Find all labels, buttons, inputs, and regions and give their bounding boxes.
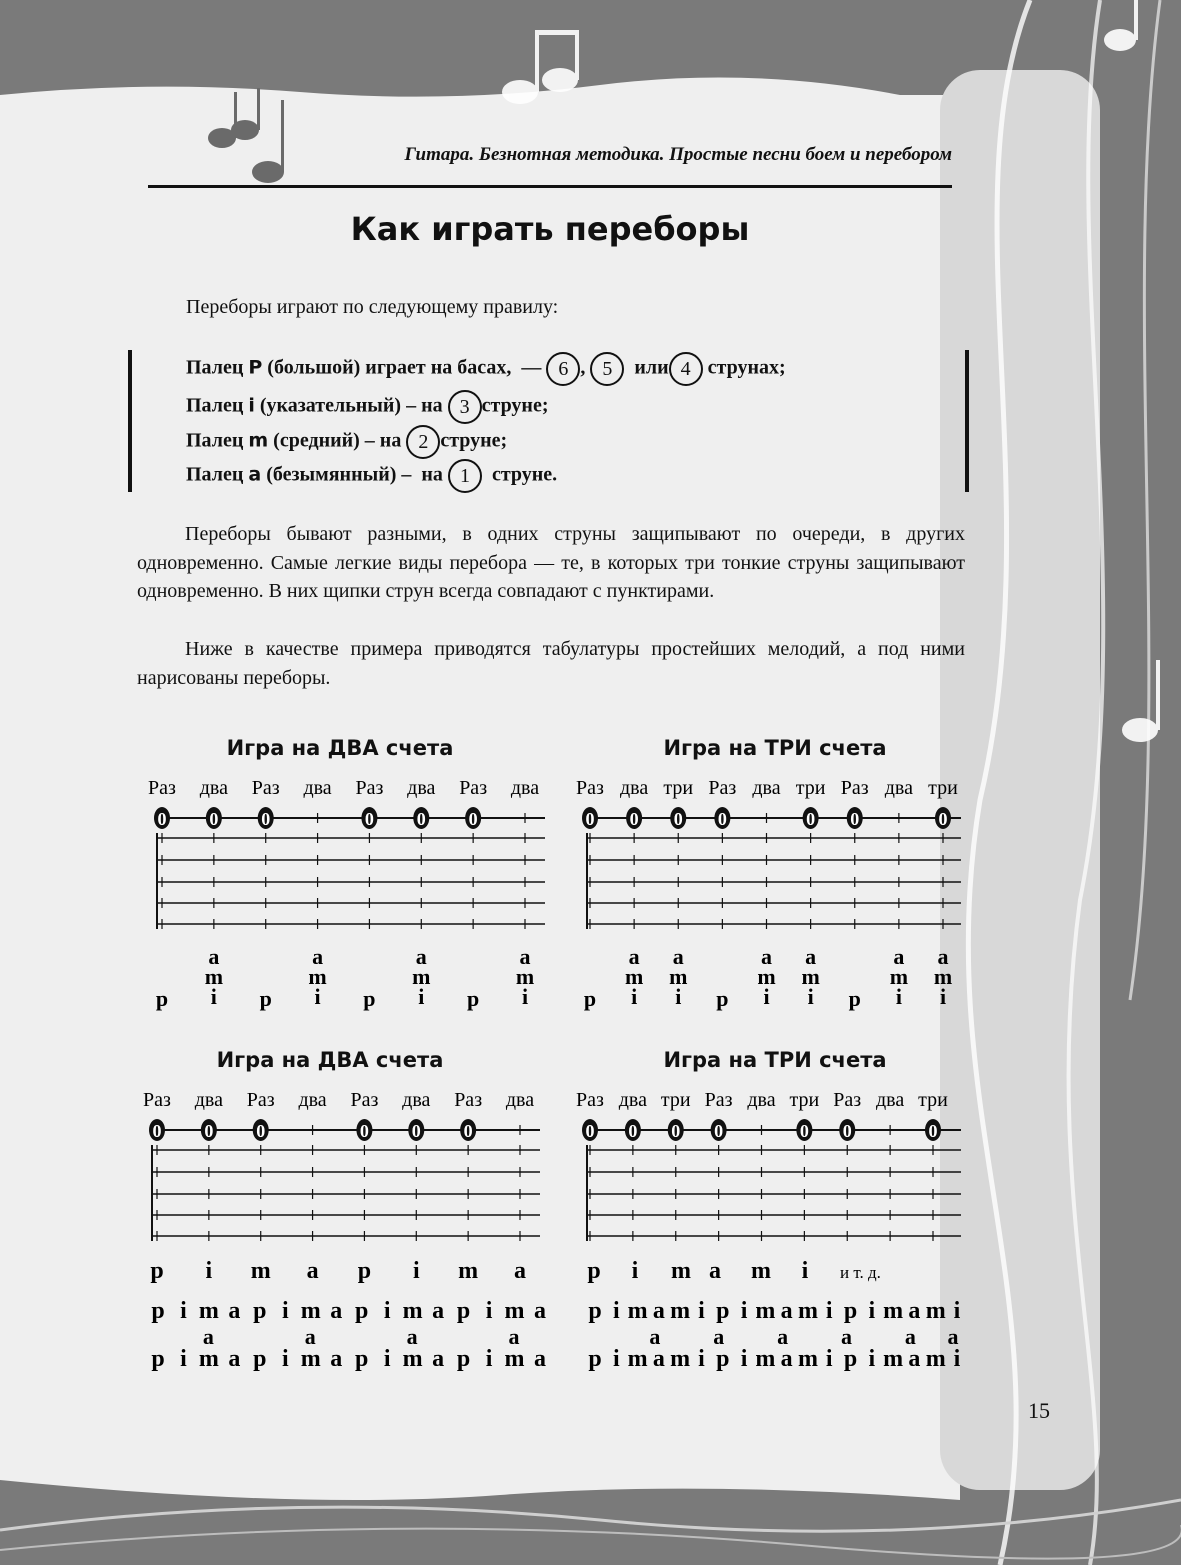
pattern-letter: p xyxy=(716,1346,730,1372)
pattern-letter: i xyxy=(383,1346,391,1372)
finger-label: i xyxy=(210,984,217,1009)
finger-label: p xyxy=(587,1258,601,1284)
count-label: три xyxy=(789,1089,820,1111)
finger-label: i xyxy=(801,1258,809,1284)
pattern-letter: m xyxy=(883,1346,904,1372)
intro-text: Переборы играют по следующему правилу: xyxy=(186,296,559,318)
count-label: Раз xyxy=(454,1089,483,1111)
pattern-letter: m xyxy=(670,1346,691,1372)
rule-ring xyxy=(186,459,557,493)
pattern-letter: p xyxy=(456,1346,471,1372)
pattern-letter: a xyxy=(780,1346,793,1372)
note-number: 0 xyxy=(416,809,426,829)
note-number: 0 xyxy=(938,809,948,829)
tab-diagram-three-1 xyxy=(565,770,975,1020)
pattern-letter: m xyxy=(198,1346,219,1372)
pattern-letter: p xyxy=(716,1298,730,1324)
pattern-letter: p xyxy=(456,1298,471,1324)
pattern-letter: p xyxy=(151,1298,165,1324)
note-number: 0 xyxy=(842,1121,852,1141)
note-number: 0 xyxy=(468,809,478,829)
rule-index xyxy=(186,390,549,424)
count-label: Раз xyxy=(576,1089,604,1111)
finger-label: i xyxy=(675,984,682,1009)
note-number: 0 xyxy=(585,809,595,829)
finger-label: a xyxy=(312,944,324,969)
pattern-letter: i xyxy=(825,1346,833,1372)
pattern-letter: p xyxy=(355,1346,369,1372)
finger-label: m xyxy=(515,964,535,989)
note-number: 0 xyxy=(261,809,271,829)
finger-label: a xyxy=(937,944,949,969)
pattern-letter: p xyxy=(253,1346,267,1372)
pattern-letter: p xyxy=(588,1346,602,1372)
pattern-letter: a xyxy=(649,1324,661,1349)
finger-label: p xyxy=(155,986,169,1011)
note-number: 0 xyxy=(629,809,639,829)
note-number: 0 xyxy=(359,1121,369,1141)
pattern-letter: m xyxy=(300,1346,321,1372)
note-number: 0 xyxy=(928,1121,938,1141)
count-label: два xyxy=(407,777,436,799)
pattern-letter: i xyxy=(612,1346,620,1372)
finger-letter: a xyxy=(248,463,262,486)
pattern-letter: a xyxy=(432,1298,445,1324)
finger-label: m xyxy=(412,964,431,989)
finger-label: a xyxy=(628,944,640,969)
count-label: два xyxy=(402,1089,431,1111)
pattern-letter: i xyxy=(698,1298,705,1324)
count-label: три xyxy=(660,1089,691,1111)
count-label: три xyxy=(928,777,958,799)
rule-left-bar xyxy=(128,350,132,492)
pattern-letter: i xyxy=(825,1298,833,1324)
pattern-letter: a xyxy=(330,1298,343,1324)
note-number: 0 xyxy=(671,1121,681,1141)
pattern-letter: m xyxy=(883,1298,904,1324)
pattern-letter: i xyxy=(953,1346,961,1372)
count-label: два xyxy=(303,777,332,799)
pattern-letter: a xyxy=(432,1346,445,1372)
section-title-three-2: Игра на ТРИ счета xyxy=(663,1048,887,1072)
pattern-letter: a xyxy=(508,1324,520,1349)
rule-suffix: струне. xyxy=(491,463,558,486)
count-label: Раз xyxy=(708,777,737,799)
count-label: два xyxy=(194,1089,223,1111)
rule-prefix: Палец xyxy=(186,394,249,417)
finger-label: i xyxy=(314,984,321,1009)
rule-text: (указательный) – на xyxy=(254,394,443,417)
count-label: Раз xyxy=(148,777,176,799)
pattern-letter: p xyxy=(843,1298,858,1324)
note-number: 0 xyxy=(714,1121,724,1141)
rule-suffix: струне; xyxy=(440,429,508,452)
note-number: 0 xyxy=(157,809,167,829)
count-label: Раз xyxy=(251,777,280,799)
note-number: 0 xyxy=(585,1121,595,1141)
note-number: 0 xyxy=(209,809,219,829)
pattern-letter: m xyxy=(755,1298,776,1324)
pattern-letter: i xyxy=(485,1298,493,1324)
pattern-letter: m xyxy=(300,1298,321,1324)
count-label: два xyxy=(620,777,649,799)
pattern-letter: i xyxy=(281,1346,289,1372)
string-number-circle: 3 xyxy=(448,390,482,424)
finger-letter: i xyxy=(248,394,255,417)
finger-label: i xyxy=(631,1258,639,1284)
finger-label: p xyxy=(583,986,597,1011)
pattern-letter: p xyxy=(151,1346,165,1372)
note-number: 0 xyxy=(204,1121,214,1141)
pattern-letter: m xyxy=(198,1298,219,1324)
pattern-letter: p xyxy=(355,1298,369,1324)
pattern-letter: m xyxy=(797,1298,818,1324)
pattern-letter: a xyxy=(652,1298,665,1324)
pattern-letter: i xyxy=(698,1346,705,1372)
finger-label: m xyxy=(751,1258,771,1284)
header-divider xyxy=(148,185,952,188)
finger-label: m xyxy=(669,964,688,989)
finger-label: a xyxy=(415,944,427,969)
note-number: 0 xyxy=(463,1121,473,1141)
count-label: Раз xyxy=(143,1089,171,1111)
pattern-letter: a xyxy=(652,1346,665,1372)
pattern-letter: p xyxy=(588,1298,602,1324)
pattern-letter: m xyxy=(504,1346,525,1372)
pattern-letter: i xyxy=(868,1346,876,1372)
pattern-letter: m xyxy=(925,1346,946,1372)
pattern-letter: m xyxy=(402,1346,423,1372)
tab-diagram-two-2 xyxy=(130,1082,550,1382)
finger-label: m xyxy=(458,1258,479,1284)
finger-label: i xyxy=(521,984,529,1009)
pattern-letter: i xyxy=(868,1298,876,1324)
rule-right-bar xyxy=(965,350,969,492)
count-label: два xyxy=(752,777,781,799)
note-number: 0 xyxy=(673,809,683,829)
pattern-letter: a xyxy=(228,1346,241,1372)
pattern-letter: a xyxy=(841,1324,853,1349)
finger-label: m xyxy=(308,964,327,989)
pattern-letter: a xyxy=(908,1346,921,1372)
note-number: 0 xyxy=(799,1121,809,1141)
finger-label: m xyxy=(204,964,224,989)
pattern-letter: a xyxy=(534,1346,546,1372)
pattern-letter: a xyxy=(908,1298,921,1324)
count-label: Раз xyxy=(355,777,384,799)
finger-label: p xyxy=(716,986,729,1011)
page-number: 15 xyxy=(1028,1398,1050,1423)
pattern-letter: a xyxy=(406,1324,418,1349)
string-number-circle: 1 xyxy=(448,459,482,493)
finger-label: m xyxy=(624,964,644,989)
pattern-letter: m xyxy=(670,1298,691,1324)
finger-label: p xyxy=(467,986,480,1011)
section-title-three-1: Игра на ТРИ счета xyxy=(663,736,887,760)
pattern-letter: i xyxy=(485,1346,493,1372)
pattern-letter: i xyxy=(612,1298,620,1324)
pattern-letter: a xyxy=(713,1324,725,1349)
finger-label: m xyxy=(801,964,820,989)
count-label: два xyxy=(876,1089,905,1111)
finger-label: i xyxy=(205,1258,213,1284)
note-number: 0 xyxy=(717,809,727,829)
finger-label: i xyxy=(807,984,814,1009)
count-label: Раз xyxy=(246,1089,275,1111)
paragraph-2: Ниже в качестве примера приводятся табулатуры простейших мелодий, а под ними нарисованы переборы. xyxy=(137,638,965,689)
finger-label: m xyxy=(933,964,953,989)
finger-label: a xyxy=(514,1258,526,1284)
pattern-letter: p xyxy=(253,1298,267,1324)
note-number: 0 xyxy=(628,1121,638,1141)
finger-label: p xyxy=(363,986,376,1011)
finger-label: i xyxy=(631,984,638,1009)
rule-prefix: Палец xyxy=(186,429,249,452)
pattern-letter: p xyxy=(843,1346,858,1372)
finger-letter: P xyxy=(248,356,263,379)
pattern-letter: i xyxy=(953,1298,961,1324)
count-label: два xyxy=(298,1089,327,1111)
pattern-letter: m xyxy=(797,1346,818,1372)
pattern-letter: a xyxy=(777,1324,789,1349)
finger-label: a xyxy=(208,944,220,969)
tab-diagram-three-2 xyxy=(565,1082,975,1382)
string-number-circle: 6 xyxy=(546,352,580,386)
count-label: три xyxy=(918,1089,948,1111)
finger-label: a xyxy=(306,1258,319,1284)
pattern-letter: m xyxy=(627,1298,648,1324)
count-label: два xyxy=(618,1089,647,1111)
finger-label: a xyxy=(761,944,772,969)
pattern-letter: a xyxy=(904,1324,916,1349)
string-number-circle: 2 xyxy=(406,425,440,459)
finger-label: a xyxy=(709,1258,721,1284)
finger-label: p xyxy=(848,986,861,1011)
count-label: два xyxy=(884,777,913,799)
note-number: 0 xyxy=(850,809,860,829)
page-title: Как играть переборы xyxy=(350,210,750,248)
count-label: Раз xyxy=(840,777,869,799)
count-label: Раз xyxy=(704,1089,733,1111)
finger-label: i xyxy=(939,984,947,1009)
finger-label: p xyxy=(259,986,272,1011)
pattern-letter: i xyxy=(281,1298,289,1324)
finger-label: i xyxy=(412,1258,420,1284)
finger-label: a xyxy=(672,944,684,969)
pattern-letter: i xyxy=(740,1298,748,1324)
count-label: два xyxy=(510,777,540,799)
finger-label: m xyxy=(671,1258,691,1284)
note-number: 0 xyxy=(806,809,816,829)
count-label: Раз xyxy=(576,777,604,799)
finger-label: a xyxy=(519,944,531,969)
string-number-circle: 4 xyxy=(669,352,703,386)
rule-suffix: струнах; xyxy=(707,356,786,379)
pattern-letter: a xyxy=(534,1298,546,1324)
rule-thumb: Палец P (большой) играет на басах, — 6 , 5 или 4 струнах; xyxy=(186,352,786,386)
pattern-letter: m xyxy=(925,1298,946,1324)
pattern-letter: m xyxy=(504,1298,525,1324)
note-number: 0 xyxy=(256,1121,266,1141)
pattern-letter: a xyxy=(780,1298,793,1324)
finger-label: m xyxy=(250,1258,271,1284)
pattern-letter: m xyxy=(755,1346,776,1372)
pattern-letter: a xyxy=(228,1298,241,1324)
finger-label: m xyxy=(889,964,909,989)
note-number: 0 xyxy=(364,809,374,829)
rule-suffix: струне; xyxy=(481,394,549,417)
tab-diagram-two-1 xyxy=(135,770,555,1020)
pattern-letter: i xyxy=(180,1346,187,1372)
count-label: Раз xyxy=(459,777,488,799)
section-title-two-2: Игра на ДВА счета xyxy=(216,1048,444,1072)
rule-prefix: Палец xyxy=(186,356,249,379)
pattern-letter: a xyxy=(202,1324,214,1349)
pattern-letter: a xyxy=(947,1324,959,1349)
count-label: Раз xyxy=(350,1089,379,1111)
pattern-letter: i xyxy=(383,1298,391,1324)
note-number: 0 xyxy=(411,1121,421,1141)
rule-prefix: Палец xyxy=(186,463,249,486)
count-label: Раз xyxy=(833,1089,862,1111)
count-label: два xyxy=(199,777,228,799)
finger-letter: m xyxy=(248,429,269,452)
rule-or: или xyxy=(634,356,669,379)
rule-text: (большой) играет на басах, — xyxy=(262,356,542,379)
finger-label: a xyxy=(893,944,905,969)
finger-label: i xyxy=(895,984,902,1009)
paragraph-1: Переборы бывают разными, в одних струны защипывают по очереди, в других одновременно. Самые легкие виды перебора — те, в которых три тонкие струны защипывают одновременно. В них щипки струн всегда совпадают с пунктирами. xyxy=(137,523,965,602)
count-label: три xyxy=(795,777,826,799)
pattern-letter: a xyxy=(330,1346,343,1372)
finger-label: a xyxy=(805,944,817,969)
finger-label: p xyxy=(357,1258,372,1284)
running-header: Гитара. Безнотная методика. Простые песни боем и перебором xyxy=(404,144,952,165)
pattern-ellipsis: и т. д. xyxy=(840,1263,881,1282)
finger-label: i xyxy=(418,984,425,1009)
rule-middle xyxy=(186,425,507,459)
finger-label: m xyxy=(757,964,776,989)
pattern-letter: a xyxy=(304,1324,316,1349)
count-label: два xyxy=(747,1089,776,1111)
string-number-circle: 5 xyxy=(590,352,624,386)
pattern-letter: i xyxy=(740,1346,748,1372)
section-title-two-1: Игра на ДВА счета xyxy=(226,736,454,760)
note-number: 0 xyxy=(152,1121,162,1141)
count-label: три xyxy=(663,777,694,799)
rule-text: (безымянный) – на xyxy=(261,463,443,486)
pattern-letter: i xyxy=(180,1298,187,1324)
pattern-letter: m xyxy=(627,1346,648,1372)
pattern-letter: m xyxy=(402,1298,423,1324)
rule-text: (средний) – на xyxy=(268,429,402,452)
count-label: два xyxy=(505,1089,535,1111)
finger-label: i xyxy=(763,984,770,1009)
finger-label: p xyxy=(150,1258,164,1284)
